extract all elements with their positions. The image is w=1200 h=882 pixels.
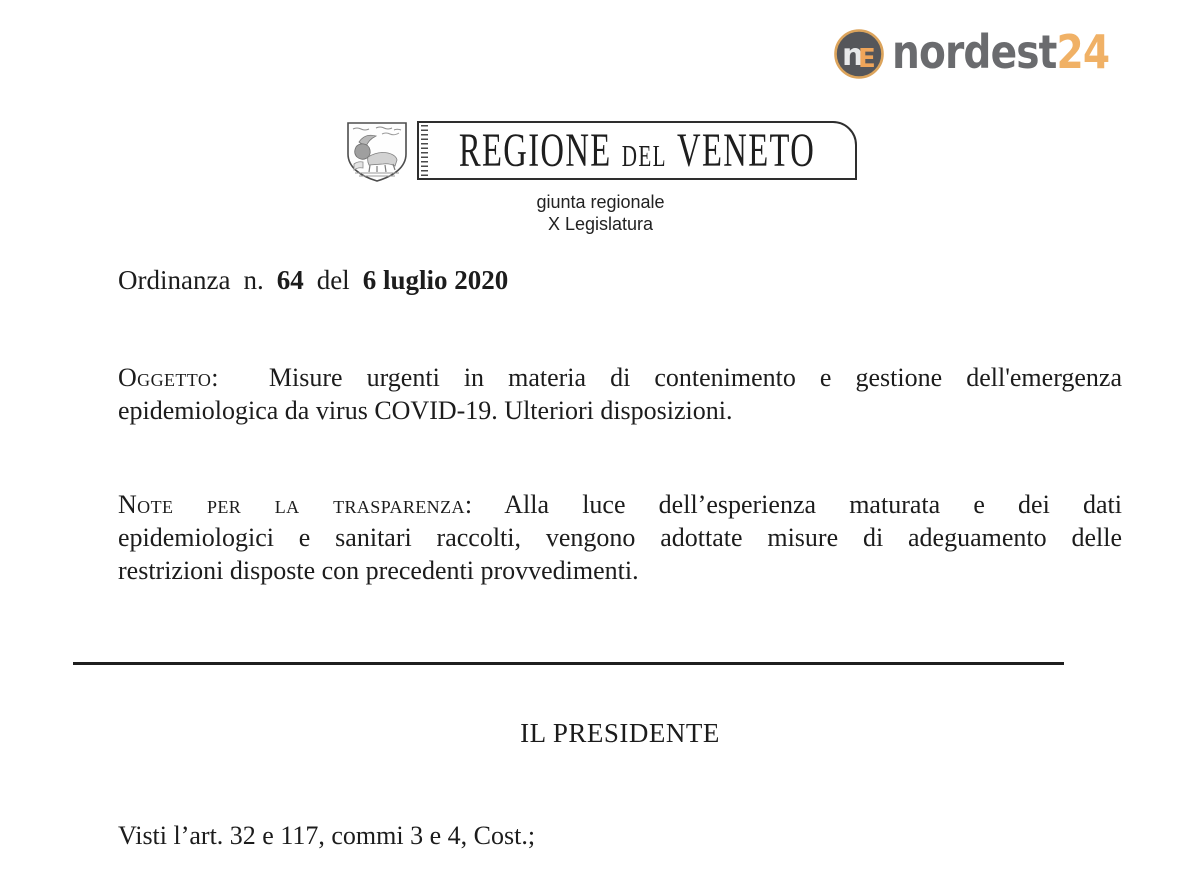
ordinance-title-line bbox=[118, 264, 1122, 297]
letterhead-subtitle bbox=[344, 191, 857, 235]
president-heading: IL PRESIDENTE bbox=[520, 718, 720, 748]
transparency-text-1: Alla luce dell’esperienza maturata e dei dati bbox=[504, 490, 1122, 519]
region-banner-title bbox=[458, 123, 816, 177]
veneto-crest-icon bbox=[344, 120, 410, 184]
monogram-letter-e: E bbox=[858, 44, 876, 74]
transparency-line-1 bbox=[118, 488, 1122, 521]
news-site-logo[interactable] bbox=[833, 25, 1110, 86]
banner-hatch-decoration bbox=[421, 125, 428, 176]
subject-paragraph bbox=[118, 361, 1122, 427]
region-banner bbox=[417, 121, 857, 180]
transparency-line-2: epidemiologici e sanitari raccolti, vengono adottate misure di adeguamento delle bbox=[118, 523, 1122, 552]
ordinance-label: Ordinanza bbox=[118, 265, 231, 295]
subtitle-giunta-regionale: giunta regionale bbox=[536, 192, 665, 212]
wordmark-accent: 24 bbox=[1056, 25, 1110, 79]
horizontal-separator-rule bbox=[73, 662, 1064, 665]
subject-line-1 bbox=[118, 361, 1122, 394]
decree-first-paragraph: Visti l’art. 32 e 117, commi 3 e 4, Cost.; bbox=[118, 821, 536, 850]
subtitle-legislatura: X Legislatura bbox=[547, 214, 654, 234]
wordmark-primary: nordest bbox=[892, 25, 1057, 79]
monogram-letter-n: n bbox=[842, 38, 864, 73]
ordinance-date: 6 luglio 2020 bbox=[362, 265, 509, 295]
banner-word-del: DEL bbox=[621, 137, 667, 173]
subject-line-2: epidemiologica da virus COVID-19. Ulteriori disposizioni. bbox=[118, 396, 733, 425]
logo-wordmark bbox=[892, 25, 1110, 79]
subject-label: Oggetto: bbox=[118, 363, 219, 392]
ordinance-date-prefix: del bbox=[316, 265, 350, 295]
ordinance-number: 64 bbox=[276, 265, 304, 295]
banner-word-regione: REGIONE bbox=[458, 123, 612, 177]
transparency-line-3: restrizioni disposte con precedenti provvedimenti. bbox=[118, 556, 639, 585]
subject-text-1: Misure urgenti in materia di contenimento e gestione dell'emergenza bbox=[268, 363, 1122, 392]
transparency-label: Note per la trasparenza: bbox=[118, 490, 473, 519]
transparency-paragraph bbox=[118, 488, 1122, 587]
ordinance-number-prefix: n. bbox=[243, 265, 264, 295]
nordest24-monogram-icon bbox=[833, 28, 885, 80]
banner-word-veneto: VENETO bbox=[677, 123, 816, 177]
